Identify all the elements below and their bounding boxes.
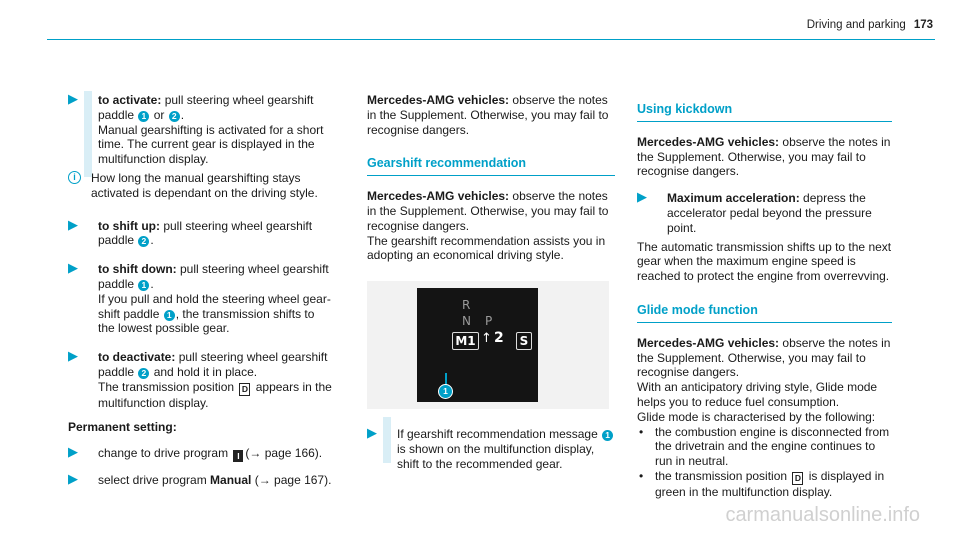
sport-s-box: S — [516, 332, 532, 350]
step-drive-program: ▶ change to drive program I (→ page 166). — [68, 444, 323, 462]
section-title: Driving and parking — [806, 19, 906, 31]
info-icon: i — [68, 171, 81, 184]
step-arrow-icon: ▶ — [637, 189, 647, 205]
section-heading-gearshift: Gearshift recommendation — [367, 156, 615, 176]
badge-1: 1 — [138, 280, 149, 291]
page-number: 173 — [913, 19, 933, 31]
transmission-d-icon: D — [792, 472, 803, 485]
kickdown-description: The automatic transmission shifts up to the next gear when the maximum engine speed is reached to protect the engine from overrevving. — [637, 239, 892, 284]
watermark: carmanualsonline.info — [725, 504, 920, 527]
gearshift-description: The gearshift recommendation assists you in adopting an economical driving style. — [367, 233, 606, 263]
step-arrow-icon: ▶ — [68, 260, 78, 276]
step-manual: ▶ select drive program Manual (→ page 167). — [68, 471, 332, 488]
amg-note: Mercedes-AMG vehicles: observe the notes in the Supplement. Otherwise, you may fail to recognise dangers. — [367, 93, 609, 137]
header-rule — [47, 39, 935, 40]
bullet-item: • the transmission position D is displayed in green in the multifunction display. — [639, 468, 885, 499]
step-activate: ▶ to activate: pull steering wheel gearshift paddle 1 or 2 . Manual gearshifting is activated for a short time. The current gear is displayed in the multifunction display. — [68, 91, 324, 167]
gear-p-label: P — [485, 314, 493, 329]
badge-2: 2 — [169, 111, 180, 122]
column-3 — [637, 102, 892, 500]
section-heading-kickdown: Using kickdown — [637, 102, 892, 122]
gear-r-label: R — [462, 298, 471, 313]
badge-1: 1 — [138, 111, 149, 122]
glide-characteristics-intro: Glide mode is characterised by the following: — [637, 409, 876, 424]
step-arrow-icon: ▶ — [68, 444, 78, 460]
transmission-d-icon: D — [239, 383, 250, 396]
page-ref-link[interactable]: (→ page 167). — [251, 473, 332, 488]
drive-program-icon: I — [233, 450, 243, 462]
page-ref-link[interactable]: (→ page 166). — [245, 446, 323, 461]
permanent-setting-label: Permanent setting: — [68, 419, 177, 434]
bullet-item: • the combustion engine is disconnected from the drivetrain and the engine continues to run in neutral. — [639, 424, 890, 469]
multifunction-display — [417, 288, 538, 402]
step-shift-up: ▶ to shift up: pull steering wheel gearshift paddle 2 . — [68, 216, 313, 248]
badge-1: 1 — [164, 310, 175, 321]
step-deactivate: ▶ to deactivate: pull steering wheel gearshift paddle 2 and hold it in place. The transmission position D appears in the multifunction display. — [68, 348, 332, 410]
upshift-arrow-icon: ↑ — [481, 331, 492, 347]
step-arrow-icon: ▶ — [68, 91, 78, 106]
step-recommendation: ▶ If gearshift recommendation message 1 is shown on the multifunction display, shift to the recommended gear. — [367, 427, 615, 471]
page-header — [807, 18, 933, 33]
step-arrow-icon: ▶ — [68, 216, 78, 232]
badge-2: 2 — [138, 236, 149, 247]
badge-2: 2 — [138, 368, 149, 379]
gear-m1-box: M1 — [452, 332, 479, 350]
badge-1: 1 — [602, 430, 613, 441]
gear-n-label: N — [462, 314, 471, 329]
gearshift-display-illustration — [367, 281, 609, 409]
callout-1: 1 — [438, 384, 453, 399]
amg-note: Mercedes-AMG vehicles: observe the notes in the Supplement. Otherwise, you may fail to recognise dangers. — [637, 335, 891, 380]
step-max-acceleration: ▶ Maximum acceleration: depress the accelerator pedal beyond the pressure point. — [637, 189, 872, 235]
amg-note: Mercedes-AMG vehicles: observe the notes in the Supplement. Otherwise, you may fail to recognise dangers. — [637, 134, 891, 179]
section-heading-glide: Glide mode function — [637, 303, 892, 323]
step-arrow-icon: ▶ — [68, 471, 78, 487]
column-2 — [367, 93, 615, 472]
amg-note: Mercedes-AMG vehicles: observe the notes in the Supplement. Otherwise, you may fail to recognise dangers. — [367, 189, 609, 233]
glide-description: With an anticipatory driving style, Glide mode helps you to reduce fuel consumption. — [637, 380, 878, 409]
column-1 — [68, 93, 333, 488]
step-shift-down: ▶ to shift down: pull steering wheel gearshift paddle 1 . If you pull and hold the steering wheel gear-shift paddle 1 , the transmission shifts to the lowest possible gear. — [68, 260, 331, 336]
info-note: i How long the manual gearshifting stays activated is dependant on the driving style. — [68, 171, 333, 201]
recommended-gear: 2 — [494, 330, 504, 347]
step-arrow-icon: ▶ — [367, 425, 377, 441]
step-arrow-icon: ▶ — [68, 348, 78, 364]
